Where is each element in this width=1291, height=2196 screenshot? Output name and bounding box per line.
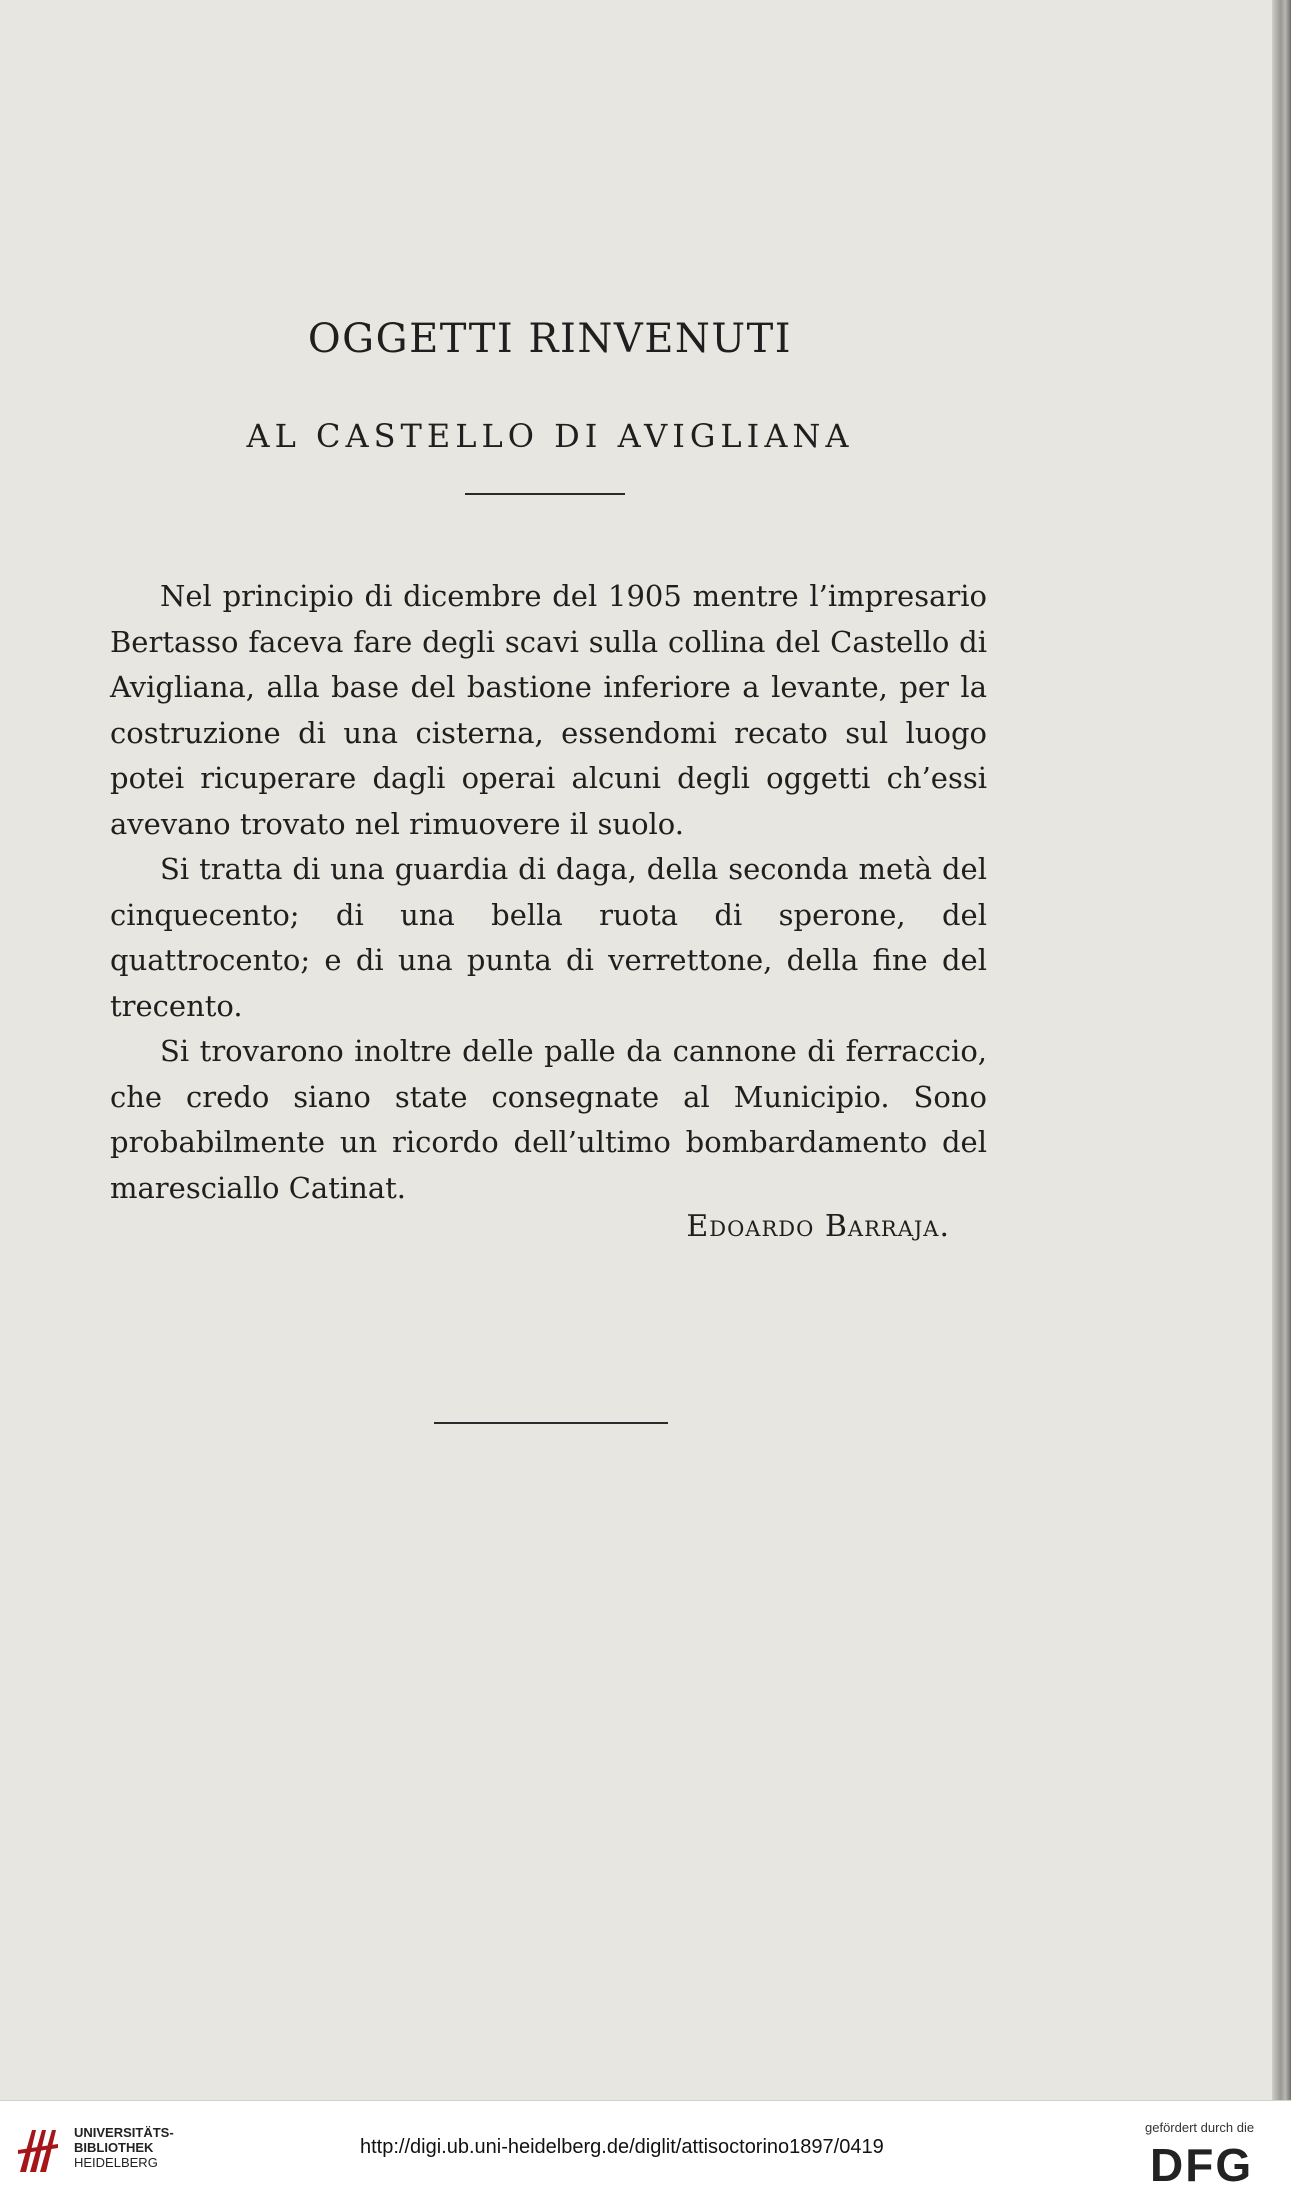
- title-divider: [465, 493, 625, 495]
- library-name: [74, 2125, 174, 2170]
- library-logo-icon: [14, 2122, 62, 2178]
- library-line-1: UNIVERSITÄTS-: [74, 2125, 174, 2140]
- paragraph-3: Si trovarono inoltre delle palle da cannone di ferraccio, che credo siano state consegnate al Municipio. Sono probabilmente un ricordo dell’ultimo bombardamento del maresciallo Catinat.: [110, 1034, 987, 1205]
- library-line-3: HEIDELBERG: [74, 2155, 158, 2170]
- page-edge-shadow: [1272, 0, 1291, 2100]
- author-signature: Edoardo Barraja.: [686, 1209, 950, 1244]
- library-line-2: BIBLIOTHEK: [74, 2140, 154, 2155]
- article-title: OGGETTI RINVENUTI: [307, 316, 793, 362]
- end-divider: [434, 1422, 668, 1424]
- paragraph-1: Nel principio di dicembre del 1905 mentre l’impresario Bertasso faceva fare degli scavi sulla collina del Castello di Avigliana, alla base del bastione inferiore a levante, per la costruzione di una cisterna, essendomi recato sul luogo potei ricuperare dagli operai alcuni degli oggetti ch’essi avevano trovato nel rimuovere il suolo.: [110, 579, 987, 841]
- article-subtitle: AL CASTELLO DI AVIGLIANA: [246, 417, 854, 455]
- dfg-logo: DFG: [1150, 2139, 1254, 2191]
- funding-caption: gefördert durch die: [1145, 2120, 1255, 2135]
- paragraph-2: Si tratta di una guardia di daga, della seconda metà del cinquecento; di una bella ruota di sperone, del quattrocento; e di una punta di verrettone, della fine del trecento.: [110, 852, 987, 1023]
- article-body: [110, 574, 987, 1211]
- permalink-url[interactable]: http://digi.ub.uni-heidelberg.de/diglit/attisoctorino1897/0419: [360, 2136, 884, 2158]
